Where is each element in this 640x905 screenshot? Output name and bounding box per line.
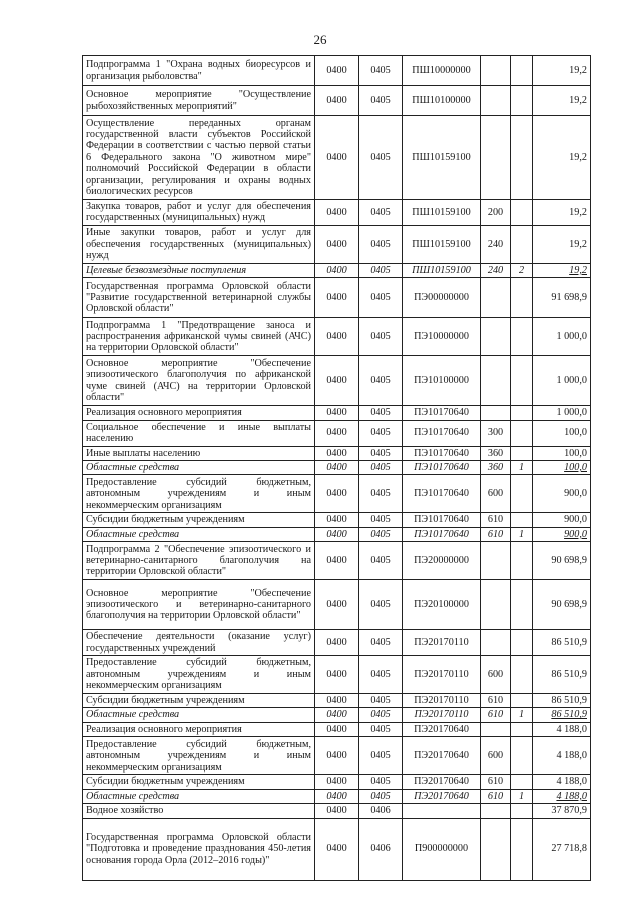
row-name: Осуществление переданных органам государственной власти субъектов Российской Федерации в соответствии с частью первой статьи 6 Федерального закона "О животном мире" полномочий Российской Федерации в области организации, регулирования и охраны водных биологических ресурсов bbox=[83, 116, 315, 200]
table-row bbox=[83, 722, 591, 736]
expense-type-code bbox=[481, 580, 511, 630]
section-code: 0400 bbox=[315, 56, 359, 86]
table-row bbox=[83, 708, 591, 722]
target-article-code: ПШ10159100 bbox=[403, 225, 481, 263]
table-row bbox=[83, 775, 591, 789]
expense-type-code: 610 bbox=[481, 527, 511, 541]
subsection-code: 0406 bbox=[359, 804, 403, 818]
table-row bbox=[83, 789, 591, 803]
subsection-code: 0405 bbox=[359, 86, 403, 116]
row-name: Предоставление субсидий бюджетным, автономным учреждениям и иным некоммерческим организациям bbox=[83, 475, 315, 513]
funding-source-code: 1 bbox=[511, 460, 533, 474]
target-article-code: ПЭ10170640 bbox=[403, 406, 481, 420]
section-code: 0400 bbox=[315, 356, 359, 406]
amount: 91 698,9 bbox=[533, 278, 591, 318]
subsection-code: 0405 bbox=[359, 278, 403, 318]
section-code: 0400 bbox=[315, 460, 359, 474]
table-row bbox=[83, 406, 591, 420]
expense-type-code bbox=[481, 116, 511, 200]
amount: 100,0 bbox=[533, 446, 591, 460]
funding-source-code bbox=[511, 200, 533, 226]
amount: 4 188,0 bbox=[533, 722, 591, 736]
expense-type-code: 240 bbox=[481, 263, 511, 277]
section-code: 0400 bbox=[315, 116, 359, 200]
target-article-code: ПШ10000000 bbox=[403, 56, 481, 86]
subsection-code: 0405 bbox=[359, 446, 403, 460]
target-article-code: ПЭ00000000 bbox=[403, 278, 481, 318]
subsection-code: 0405 bbox=[359, 475, 403, 513]
row-name: Основное мероприятие "Обеспечение эпизоотического и ветеринарно-санитарного благополучия на территории Орловской области" bbox=[83, 580, 315, 630]
subsection-code: 0405 bbox=[359, 708, 403, 722]
table-row bbox=[83, 804, 591, 818]
subsection-code: 0405 bbox=[359, 200, 403, 226]
row-name: Областные средства bbox=[83, 708, 315, 722]
target-article-code: ПЭ20170640 bbox=[403, 737, 481, 775]
subsection-code: 0405 bbox=[359, 694, 403, 708]
row-name: Субсидии бюджетным учреждениям bbox=[83, 775, 315, 789]
target-article-code: ПЭ10170640 bbox=[403, 513, 481, 527]
funding-source-code bbox=[511, 86, 533, 116]
row-name: Обеспечение деятельности (оказание услуг) государственных учреждений bbox=[83, 630, 315, 656]
target-article-code: ПЭ20170110 bbox=[403, 630, 481, 656]
row-name: Областные средства bbox=[83, 789, 315, 803]
amount: 100,0 bbox=[533, 420, 591, 446]
row-name: Подпрограмма 1 "Охрана водных биоресурсов и организация рыболовства" bbox=[83, 56, 315, 86]
expense-type-code: 610 bbox=[481, 775, 511, 789]
section-code: 0400 bbox=[315, 475, 359, 513]
subsection-code: 0405 bbox=[359, 722, 403, 736]
row-name: Закупка товаров, работ и услуг для обеспечения государственных (муниципальных) нужд bbox=[83, 200, 315, 226]
expense-type-code: 600 bbox=[481, 475, 511, 513]
target-article-code: ПЭ10000000 bbox=[403, 318, 481, 356]
row-name: Основное мероприятие "Обеспечение эпизоотического благополучия по африканской чуме свиней (АЧС) на территории Орловской области" bbox=[83, 356, 315, 406]
amount: 1 000,0 bbox=[533, 406, 591, 420]
funding-source-code bbox=[511, 278, 533, 318]
section-code: 0400 bbox=[315, 789, 359, 803]
target-article-code: ПШ10159100 bbox=[403, 263, 481, 277]
row-name: Целевые безвозмездные поступления bbox=[83, 263, 315, 277]
section-code: 0400 bbox=[315, 86, 359, 116]
section-code: 0400 bbox=[315, 737, 359, 775]
funding-source-code: 1 bbox=[511, 789, 533, 803]
row-name: Предоставление субсидий бюджетным, автономным учреждениям и иным некоммерческим организациям bbox=[83, 656, 315, 694]
row-name: Подпрограмма 1 "Предотвращение заноса и распространения африканской чумы свиней (АЧС) на территории Орловской области" bbox=[83, 318, 315, 356]
funding-source-code bbox=[511, 356, 533, 406]
section-code: 0400 bbox=[315, 656, 359, 694]
expense-type-code bbox=[481, 406, 511, 420]
row-name: Государственная программа Орловской области "Развитие государственной ветеринарной службы Орловской области" bbox=[83, 278, 315, 318]
amount: 86 510,9 bbox=[533, 694, 591, 708]
target-article-code: ПЭ10100000 bbox=[403, 356, 481, 406]
expense-type-code: 600 bbox=[481, 656, 511, 694]
target-article-code: ПЭ20000000 bbox=[403, 542, 481, 580]
table-row bbox=[83, 542, 591, 580]
expense-type-code: 360 bbox=[481, 460, 511, 474]
row-name: Подпрограмма 2 "Обеспечение эпизоотического и ветеринарно-санитарного благополучия на территории Орловской области" bbox=[83, 542, 315, 580]
subsection-code: 0405 bbox=[359, 656, 403, 694]
amount: 4 188,0 bbox=[533, 775, 591, 789]
subsection-code: 0405 bbox=[359, 513, 403, 527]
subsection-code: 0405 bbox=[359, 318, 403, 356]
subsection-code: 0405 bbox=[359, 737, 403, 775]
amount: 4 188,0 bbox=[533, 737, 591, 775]
amount: 19,2 bbox=[533, 200, 591, 226]
funding-source-code bbox=[511, 694, 533, 708]
expense-type-code: 200 bbox=[481, 200, 511, 226]
table-row bbox=[83, 694, 591, 708]
subsection-code: 0405 bbox=[359, 356, 403, 406]
row-name: Реализация основного мероприятия bbox=[83, 406, 315, 420]
expense-type-code bbox=[481, 318, 511, 356]
row-name: Субсидии бюджетным учреждениям bbox=[83, 513, 315, 527]
target-article-code: ПЭ10170640 bbox=[403, 527, 481, 541]
target-article-code: ПЭ10170640 bbox=[403, 460, 481, 474]
expense-type-code bbox=[481, 630, 511, 656]
funding-source-code bbox=[511, 446, 533, 460]
target-article-code bbox=[403, 804, 481, 818]
subsection-code: 0405 bbox=[359, 775, 403, 789]
target-article-code: ПЭ20100000 bbox=[403, 580, 481, 630]
row-name: Предоставление субсидий бюджетным, автономным учреждениям и иным некоммерческим организациям bbox=[83, 737, 315, 775]
table-body bbox=[83, 56, 591, 881]
target-article-code: ПЭ20170110 bbox=[403, 656, 481, 694]
amount: 86 510,9 bbox=[533, 708, 591, 722]
table-row bbox=[83, 460, 591, 474]
target-article-code: ПЭ20170110 bbox=[403, 708, 481, 722]
target-article-code: ПЭ20170640 bbox=[403, 789, 481, 803]
subsection-code: 0405 bbox=[359, 527, 403, 541]
table-row bbox=[83, 475, 591, 513]
funding-source-code bbox=[511, 722, 533, 736]
expense-type-code: 360 bbox=[481, 446, 511, 460]
funding-source-code bbox=[511, 804, 533, 818]
table-row bbox=[83, 420, 591, 446]
row-name: Социальное обеспечение и иные выплаты населению bbox=[83, 420, 315, 446]
table-row bbox=[83, 263, 591, 277]
amount: 900,0 bbox=[533, 527, 591, 541]
target-article-code: ПЭ20170640 bbox=[403, 722, 481, 736]
section-code: 0400 bbox=[315, 818, 359, 880]
table-row bbox=[83, 356, 591, 406]
section-code: 0400 bbox=[315, 278, 359, 318]
section-code: 0400 bbox=[315, 446, 359, 460]
target-article-code: П900000000 bbox=[403, 818, 481, 880]
amount: 19,2 bbox=[533, 56, 591, 86]
amount: 19,2 bbox=[533, 86, 591, 116]
amount: 900,0 bbox=[533, 475, 591, 513]
funding-source-code bbox=[511, 420, 533, 446]
funding-source-code bbox=[511, 56, 533, 86]
table-row bbox=[83, 200, 591, 226]
table-row bbox=[83, 527, 591, 541]
table-row bbox=[83, 737, 591, 775]
expense-type-code bbox=[481, 804, 511, 818]
expense-type-code: 610 bbox=[481, 708, 511, 722]
table-row bbox=[83, 318, 591, 356]
table-row bbox=[83, 656, 591, 694]
table-row bbox=[83, 818, 591, 880]
amount: 100,0 bbox=[533, 460, 591, 474]
section-code: 0400 bbox=[315, 775, 359, 789]
expense-type-code bbox=[481, 722, 511, 736]
subsection-code: 0405 bbox=[359, 225, 403, 263]
subsection-code: 0405 bbox=[359, 420, 403, 446]
row-name: Субсидии бюджетным учреждениям bbox=[83, 694, 315, 708]
funding-source-code bbox=[511, 737, 533, 775]
expense-type-code: 600 bbox=[481, 737, 511, 775]
expense-type-code bbox=[481, 278, 511, 318]
table-row bbox=[83, 513, 591, 527]
expense-type-code: 610 bbox=[481, 789, 511, 803]
target-article-code: ПЭ20170110 bbox=[403, 694, 481, 708]
funding-source-code bbox=[511, 542, 533, 580]
target-article-code: ПЭ10170640 bbox=[403, 475, 481, 513]
subsection-code: 0405 bbox=[359, 56, 403, 86]
target-article-code: ПЭ10170640 bbox=[403, 420, 481, 446]
amount: 19,2 bbox=[533, 225, 591, 263]
section-code: 0400 bbox=[315, 527, 359, 541]
amount: 1 000,0 bbox=[533, 356, 591, 406]
section-code: 0400 bbox=[315, 722, 359, 736]
amount: 86 510,9 bbox=[533, 630, 591, 656]
row-name: Иные выплаты населению bbox=[83, 446, 315, 460]
subsection-code: 0405 bbox=[359, 630, 403, 656]
table-row bbox=[83, 86, 591, 116]
funding-source-code: 1 bbox=[511, 527, 533, 541]
subsection-code: 0405 bbox=[359, 263, 403, 277]
expense-type-code bbox=[481, 542, 511, 580]
section-code: 0400 bbox=[315, 420, 359, 446]
amount: 27 718,8 bbox=[533, 818, 591, 880]
section-code: 0400 bbox=[315, 318, 359, 356]
subsection-code: 0406 bbox=[359, 818, 403, 880]
funding-source-code bbox=[511, 775, 533, 789]
section-code: 0400 bbox=[315, 694, 359, 708]
target-article-code: ПЭ20170640 bbox=[403, 775, 481, 789]
section-code: 0400 bbox=[315, 263, 359, 277]
section-code: 0400 bbox=[315, 225, 359, 263]
funding-source-code bbox=[511, 225, 533, 263]
page-number: 26 bbox=[313, 32, 327, 47]
table-row bbox=[83, 580, 591, 630]
table-row bbox=[83, 446, 591, 460]
expense-type-code bbox=[481, 356, 511, 406]
subsection-code: 0405 bbox=[359, 406, 403, 420]
funding-source-code bbox=[511, 513, 533, 527]
expense-type-code: 610 bbox=[481, 694, 511, 708]
expense-type-code: 300 bbox=[481, 420, 511, 446]
row-name: Реализация основного мероприятия bbox=[83, 722, 315, 736]
funding-source-code bbox=[511, 580, 533, 630]
expense-type-code: 610 bbox=[481, 513, 511, 527]
subsection-code: 0405 bbox=[359, 542, 403, 580]
amount: 37 870,9 bbox=[533, 804, 591, 818]
row-name: Областные средства bbox=[83, 460, 315, 474]
expense-type-code bbox=[481, 86, 511, 116]
subsection-code: 0405 bbox=[359, 580, 403, 630]
funding-source-code bbox=[511, 630, 533, 656]
row-name: Областные средства bbox=[83, 527, 315, 541]
funding-source-code: 1 bbox=[511, 708, 533, 722]
row-name: Иные закупки товаров, работ и услуг для обеспечения государственных (муниципальных) нужд bbox=[83, 225, 315, 263]
table-row bbox=[83, 278, 591, 318]
row-name: Основное мероприятие "Осуществление рыбохозяйственных мероприятий" bbox=[83, 86, 315, 116]
section-code: 0400 bbox=[315, 542, 359, 580]
section-code: 0400 bbox=[315, 630, 359, 656]
subsection-code: 0405 bbox=[359, 789, 403, 803]
budget-table bbox=[82, 55, 591, 881]
amount: 86 510,9 bbox=[533, 656, 591, 694]
section-code: 0400 bbox=[315, 708, 359, 722]
table-row bbox=[83, 116, 591, 200]
target-article-code: ПШ10100000 bbox=[403, 86, 481, 116]
amount: 19,2 bbox=[533, 263, 591, 277]
expense-type-code bbox=[481, 818, 511, 880]
section-code: 0400 bbox=[315, 513, 359, 527]
expense-type-code bbox=[481, 56, 511, 86]
section-code: 0400 bbox=[315, 200, 359, 226]
funding-source-code bbox=[511, 475, 533, 513]
target-article-code: ПШ10159100 bbox=[403, 116, 481, 200]
amount: 19,2 bbox=[533, 116, 591, 200]
subsection-code: 0405 bbox=[359, 116, 403, 200]
section-code: 0400 bbox=[315, 580, 359, 630]
row-name: Государственная программа Орловской области "Подготовка и проведение празднования 450-летия основания города Орла (2012–2016 годы)" bbox=[83, 818, 315, 880]
expense-type-code: 240 bbox=[481, 225, 511, 263]
funding-source-code: 2 bbox=[511, 263, 533, 277]
funding-source-code bbox=[511, 318, 533, 356]
amount: 900,0 bbox=[533, 513, 591, 527]
section-code: 0400 bbox=[315, 804, 359, 818]
row-name: Водное хозяйство bbox=[83, 804, 315, 818]
table-row bbox=[83, 225, 591, 263]
target-article-code: ПШ10159100 bbox=[403, 200, 481, 226]
target-article-code: ПЭ10170640 bbox=[403, 446, 481, 460]
funding-source-code bbox=[511, 818, 533, 880]
amount: 90 698,9 bbox=[533, 580, 591, 630]
amount: 4 188,0 bbox=[533, 789, 591, 803]
funding-source-code bbox=[511, 116, 533, 200]
funding-source-code bbox=[511, 406, 533, 420]
subsection-code: 0405 bbox=[359, 460, 403, 474]
amount: 90 698,9 bbox=[533, 542, 591, 580]
table-row bbox=[83, 56, 591, 86]
table-row bbox=[83, 630, 591, 656]
funding-source-code bbox=[511, 656, 533, 694]
amount: 1 000,0 bbox=[533, 318, 591, 356]
section-code: 0400 bbox=[315, 406, 359, 420]
